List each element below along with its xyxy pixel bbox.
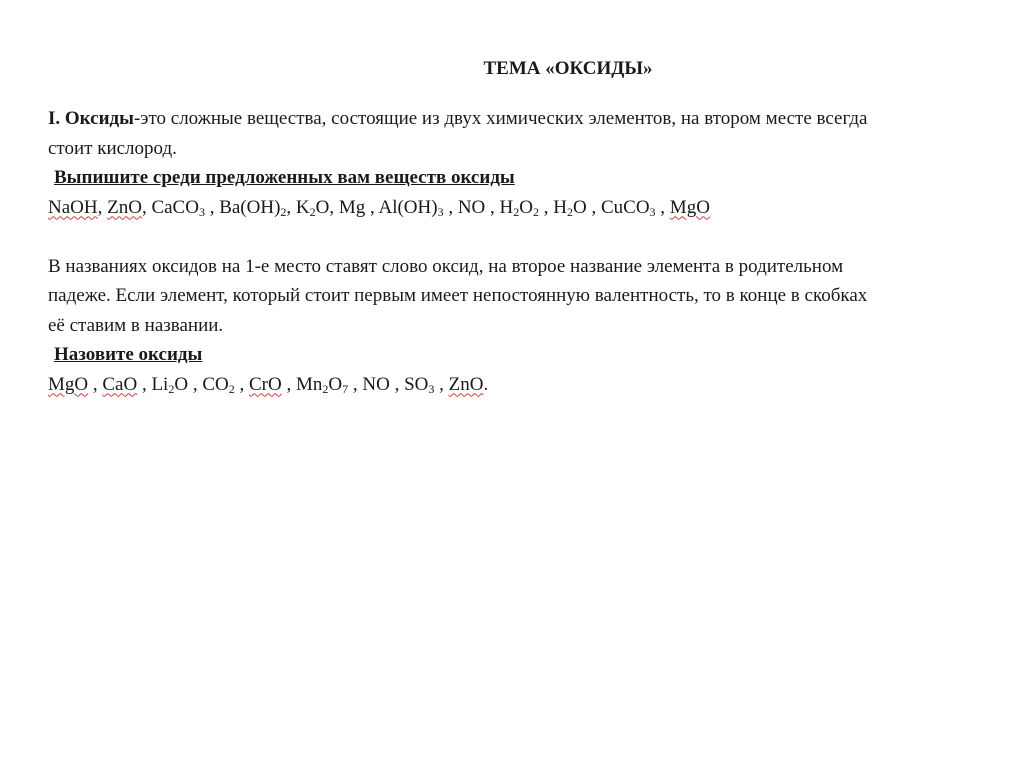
rule-line-1: В названиях оксидов на 1-е место ставят слово оксид, на второе название элемента в родительном xyxy=(48,255,844,277)
formula-symbol: O xyxy=(174,373,189,395)
formula-separator: , xyxy=(586,196,601,218)
chemical-formula xyxy=(553,197,586,218)
rule-line-3: её ставим в названии. xyxy=(48,314,224,336)
formula-separator: , xyxy=(485,196,500,218)
formula-separator: , xyxy=(188,373,203,395)
formula-separator: , xyxy=(281,373,296,395)
chemical-formula xyxy=(458,197,485,218)
formula-symbol: SO xyxy=(404,373,429,395)
formula-subscript: 2 xyxy=(566,204,573,219)
formula-subscript: 2 xyxy=(309,204,316,219)
paragraph-gap xyxy=(48,222,1016,252)
formula-symbol: CaO xyxy=(102,373,138,395)
formula-subscript: 2 xyxy=(533,204,539,219)
definition-line-2: стоит кислород. xyxy=(48,137,177,159)
formula-separator: , xyxy=(286,196,296,218)
task-heading-1: Выпишите среди предложенных вам веществ оксиды xyxy=(54,167,515,188)
formula-symbol: H xyxy=(553,196,567,218)
formula-symbol: MgO xyxy=(669,196,710,218)
formula-symbol: NO xyxy=(362,373,390,395)
chemical-formula xyxy=(48,374,88,395)
formula-subscript: 2 xyxy=(322,381,329,396)
formula-symbol: H xyxy=(499,196,514,218)
formula-separator: , xyxy=(365,196,379,218)
formula-symbol: CO xyxy=(202,373,229,395)
chemical-formula xyxy=(219,197,286,218)
formula-symbol: ZnO xyxy=(107,196,142,218)
chemical-formula xyxy=(202,374,234,395)
formula-symbol: Al(OH) xyxy=(378,196,438,218)
formula-symbol: MgO xyxy=(48,373,89,395)
chemical-formula xyxy=(670,197,710,218)
formula-separator: , xyxy=(443,196,458,218)
formula-symbol: K xyxy=(295,196,310,218)
formula-separator: , xyxy=(655,196,670,218)
chemical-formula xyxy=(404,374,434,395)
formula-separator: , xyxy=(389,373,405,395)
definition-text: -это сложные вещества, состоящие из двух химических элементов, на втором месте всегда xyxy=(133,108,868,129)
formula-symbol: CuCO xyxy=(600,196,650,218)
chemical-formula xyxy=(296,374,348,395)
chemical-formula xyxy=(378,197,443,218)
formula-symbol: O xyxy=(315,196,330,218)
formula-subscript: 3 xyxy=(428,381,435,396)
formula-subscript: 3 xyxy=(649,204,656,219)
chemical-formula xyxy=(151,374,188,395)
formula-separator: , xyxy=(88,373,103,395)
formula-list-2 xyxy=(48,370,1016,400)
chemical-formula xyxy=(449,374,484,395)
formula-symbol: NaOH xyxy=(48,196,98,218)
formula-symbol: ZnO xyxy=(448,373,484,395)
chemical-formula xyxy=(296,197,329,218)
chemical-formula xyxy=(107,197,142,218)
formula-separator: , xyxy=(234,373,249,395)
formula-separator: , xyxy=(141,196,152,218)
formula-symbol: CrO xyxy=(248,373,282,395)
formula-separator: , xyxy=(204,196,220,218)
definition-line-1 xyxy=(48,104,1016,134)
formula-separator: , xyxy=(329,196,339,218)
formula-subscript: 2 xyxy=(513,204,520,219)
formula-symbol: O xyxy=(328,373,343,395)
formula-symbol: NO xyxy=(457,196,486,218)
formula-separator: , xyxy=(97,196,108,218)
chemical-formula xyxy=(362,374,389,395)
formula-separator: , xyxy=(137,373,152,395)
chemical-formula xyxy=(102,374,137,395)
document-body xyxy=(48,104,1016,399)
formula-subscript: 7 xyxy=(342,381,349,396)
formula-subscript: 2 xyxy=(280,204,287,219)
formula-symbol: Li xyxy=(151,373,169,395)
formula-separator: , xyxy=(434,373,449,395)
formula-symbol: CaCO xyxy=(151,196,199,218)
rule-line-2: падеже. Если элемент, который стоит первым имеет непостоянную валентность, то в конце в скобках xyxy=(48,285,868,306)
list-end-punctuation: . xyxy=(483,373,489,395)
formula-items xyxy=(48,374,483,395)
formula-symbol: Mg xyxy=(338,196,366,218)
chemical-formula xyxy=(249,374,282,395)
formula-subscript: 2 xyxy=(228,381,235,396)
formula-symbol: O xyxy=(572,196,587,218)
chemical-formula xyxy=(339,197,365,218)
formula-symbol: Ba(OH) xyxy=(219,196,281,218)
formula-separator: , xyxy=(348,373,363,395)
formula-subscript: 3 xyxy=(437,204,444,219)
formula-subscript: 3 xyxy=(198,204,205,219)
task-heading-2: Назовите оксиды xyxy=(54,344,203,365)
chemical-formula xyxy=(151,197,205,218)
formula-symbol: O xyxy=(519,196,533,218)
chemical-formula xyxy=(48,197,98,218)
formula-separator: , xyxy=(539,196,554,218)
page-title: ТЕМА «ОКСИДЫ» xyxy=(483,58,653,79)
formula-subscript: 2 xyxy=(168,381,175,396)
definition-term: I. Оксиды xyxy=(48,108,134,129)
chemical-formula xyxy=(500,197,539,218)
formula-list-1 xyxy=(48,193,1016,223)
formula-symbol: Mn xyxy=(295,373,323,395)
chemical-formula xyxy=(601,197,656,218)
